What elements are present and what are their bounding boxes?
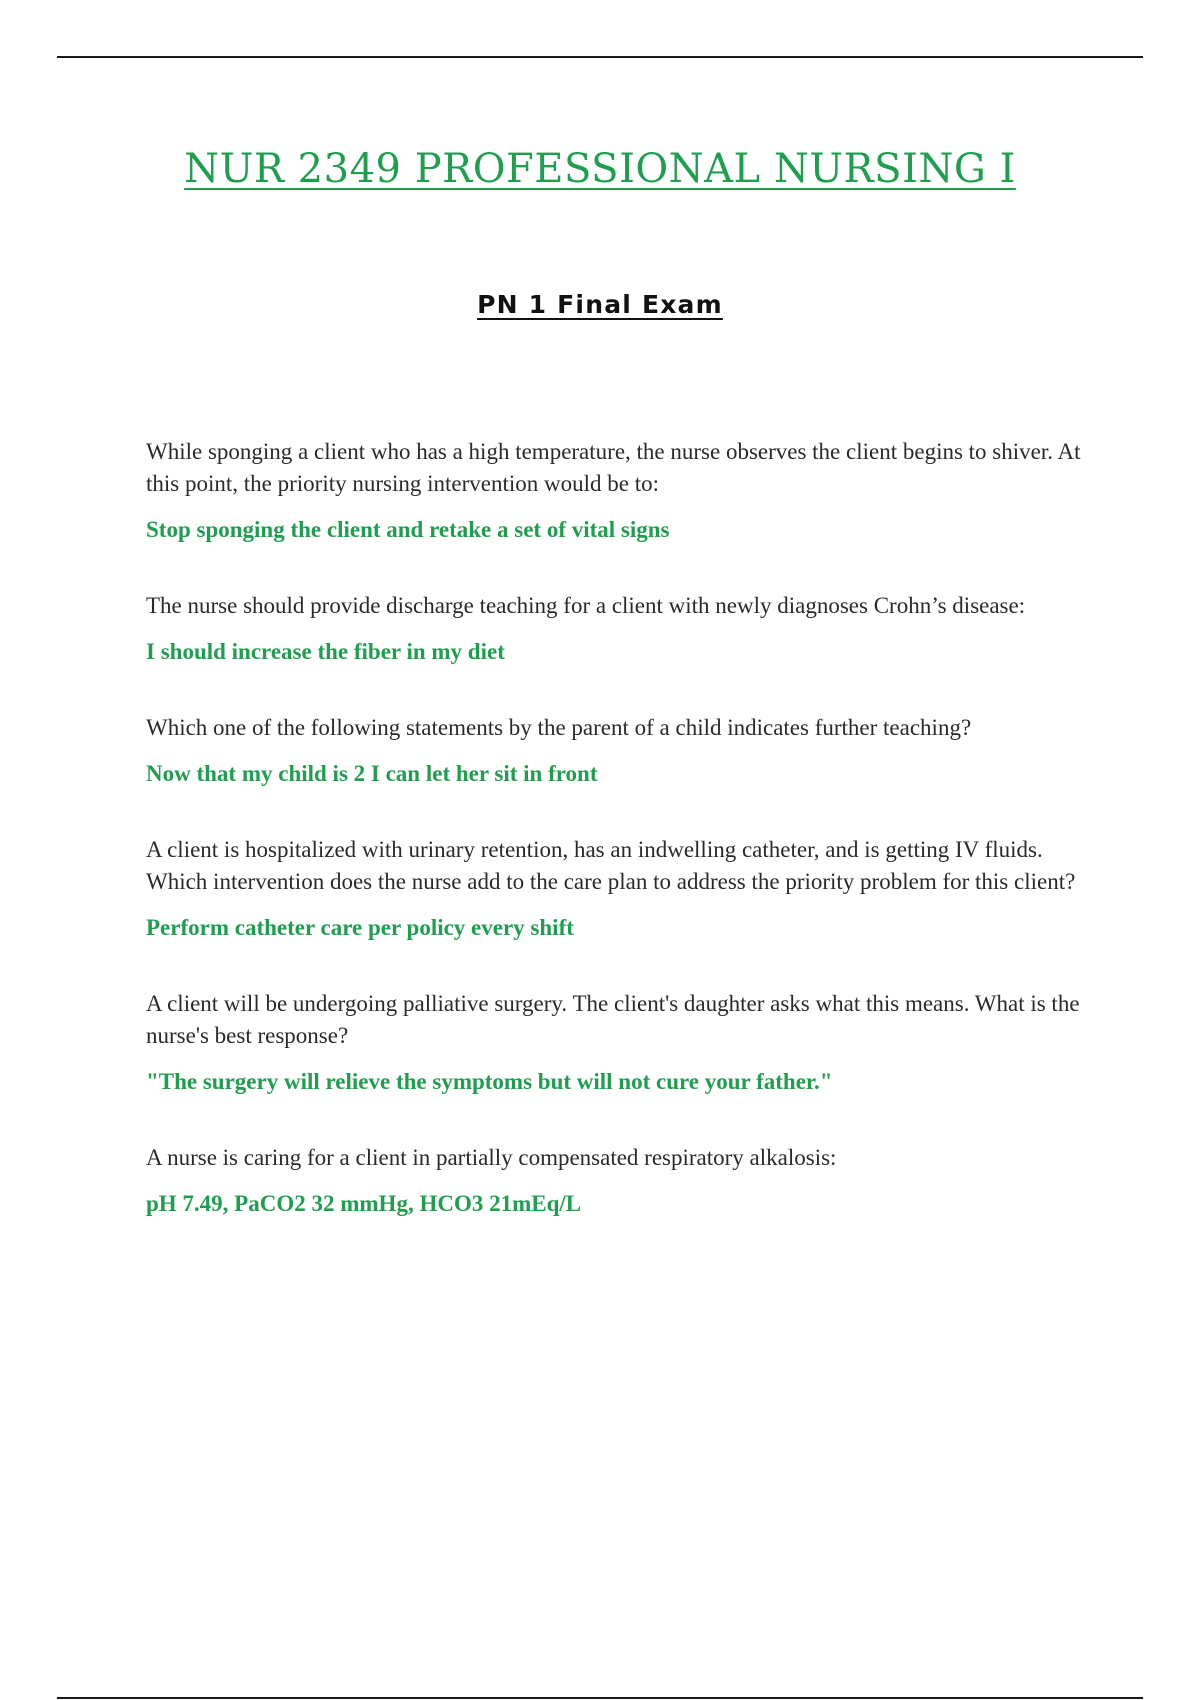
answer-text: Stop sponging the client and retake a set of vital signs (146, 517, 670, 542)
document-subtitle-container (0, 290, 1200, 320)
question-text: A client is hospitalized with urinary retention, has an indwelling catheter, and is getting IV fluids. Which intervention does the nurse add to the care plan to address the priority problem for this client? (146, 837, 1076, 894)
answer-text: Now that my child is 2 I can let her sit in front (146, 761, 598, 786)
qa-item (146, 590, 1096, 668)
qa-item (146, 988, 1096, 1098)
document-title-container (0, 146, 1200, 192)
question-text: While sponging a client who has a high temperature, the nurse observes the client begins to shiver. At this point, the priority nursing intervention would be to: (146, 439, 1081, 496)
question-text: Which one of the following statements by the parent of a child indicates further teaching? (146, 715, 972, 740)
answer-text: pH 7.49, PaCO2 32 mmHg, HCO3 21mEq/L (146, 1191, 582, 1216)
qa-item (146, 834, 1096, 944)
question-text: The nurse should provide discharge teaching for a client with newly diagnoses Crohn’s disease: (146, 593, 1026, 618)
qa-item (146, 1142, 1096, 1220)
question-text: A client will be undergoing palliative surgery. The client's daughter asks what this means. What is the nurse's best response? (146, 991, 1080, 1048)
answer-text: "The surgery will relieve the symptoms but will not cure your father." (146, 1069, 833, 1094)
document-title: NUR 2349 PROFESSIONAL NURSING I (184, 146, 1016, 192)
question-answer-list (146, 436, 1096, 1264)
qa-item (146, 436, 1096, 546)
top-horizontal-rule (57, 56, 1143, 58)
answer-text: I should increase the fiber in my diet (146, 639, 505, 664)
answer-text: Perform catheter care per policy every shift (146, 915, 574, 940)
qa-item (146, 712, 1096, 790)
document-subtitle: PN 1 Final Exam (477, 290, 723, 319)
bottom-horizontal-rule (57, 1697, 1143, 1699)
question-text: A nurse is caring for a client in partially compensated respiratory alkalosis: (146, 1145, 837, 1170)
